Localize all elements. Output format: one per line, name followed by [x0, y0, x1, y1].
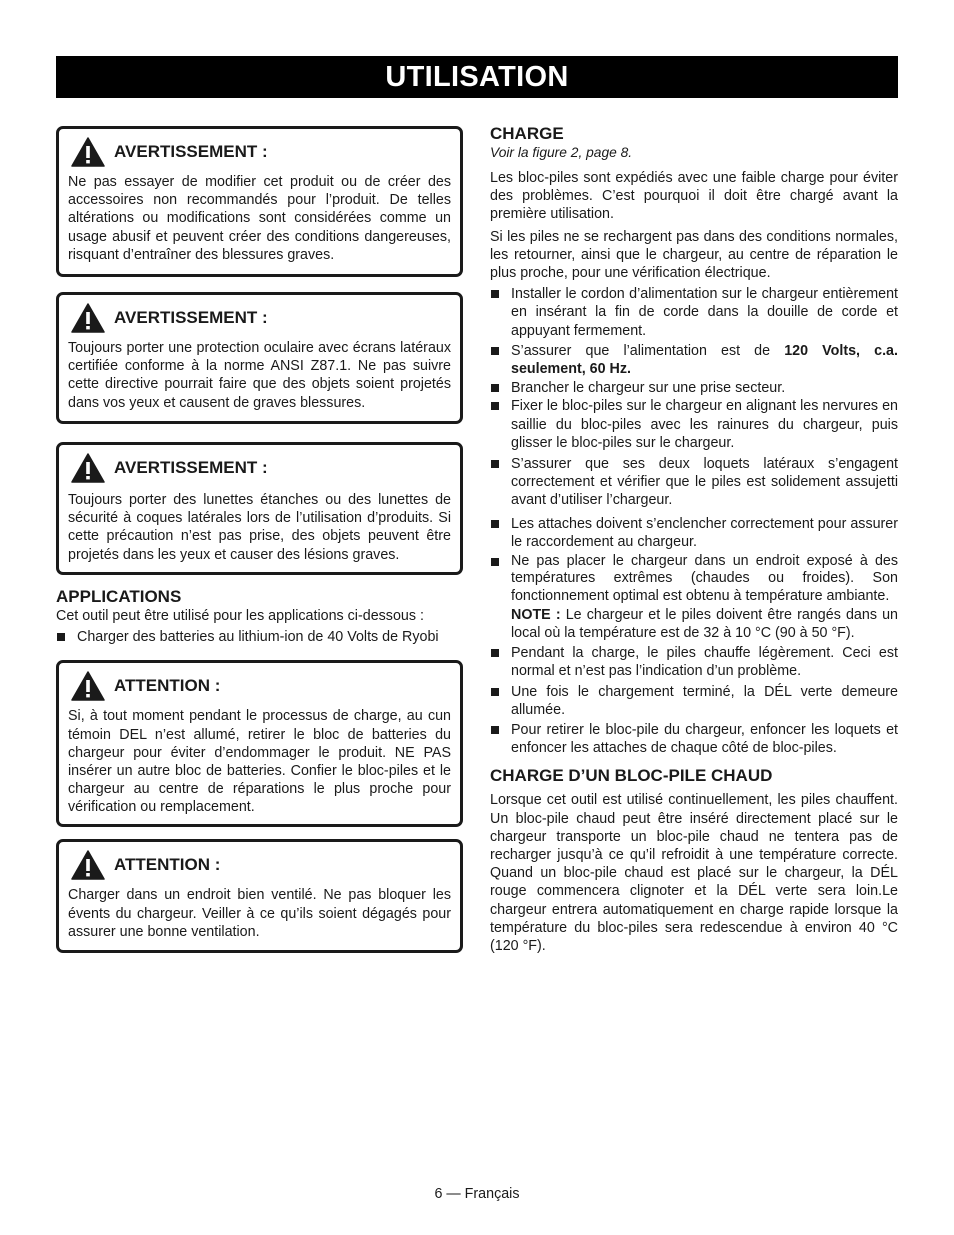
list-item-text: S’assurer que l’alimentation est de	[511, 342, 785, 359]
warning-title: AVERTISSEMENT :	[114, 458, 268, 477]
list-item: Installer le cordon d’alimentation sur le chargeur entièrement en insérant la fin de corde dans la douille de corde et appuyant fermement.	[490, 285, 898, 340]
list-item: Pendant la charge, le piles chauffe légèrement. Ceci est normal et n’est pas l’indication d’un problème.	[490, 644, 898, 680]
note-paragraph	[490, 607, 898, 642]
charge-steps-list	[490, 285, 898, 605]
warning-triangle-icon	[71, 671, 105, 701]
figure-reference: Voir la figure 2, page 8.	[490, 145, 633, 160]
list-item: S’assurer que ses deux loquets latéraux s’engagent correctement et vérifier que le piles est solidement assujetti avant d’utiliser l’chargeur.	[490, 455, 898, 510]
warning-header	[68, 301, 451, 335]
warning-triangle-icon	[71, 850, 105, 880]
list-item: Une fois le chargement terminé, la DÉL verte demeure allumée.	[490, 683, 898, 719]
warning-box-eye-protection	[56, 292, 463, 424]
left-column	[56, 126, 463, 953]
note-text: Le chargeur et le piles doivent être rangés dans un local où la température est de 32 à 10 °C (90 à 50 °F).	[511, 606, 898, 641]
page-footer: 6 — Français	[434, 1186, 520, 1202]
charge-heading: CHARGE	[490, 124, 564, 143]
warning-triangle-icon	[71, 137, 105, 167]
voltage-spec: 120 Volts, c.a. seulement, 60 Hz.	[511, 342, 898, 378]
applications-section	[56, 587, 463, 646]
warning-triangle-icon	[71, 453, 105, 483]
warning-header	[68, 848, 451, 882]
list-item: Ne pas placer le chargeur dans un endroit exposé à des températures extrêmes (chaudes ou froides). Son fonctionnement optimal est obtenu à température ambiante.	[490, 553, 898, 605]
note-label: NOTE :	[511, 606, 561, 623]
warning-box-modification	[56, 126, 463, 277]
list-item: Brancher le chargeur sur une prise secteur.	[490, 379, 898, 397]
warning-title: ATTENTION :	[114, 855, 221, 875]
warning-header	[68, 451, 451, 485]
list-item	[490, 342, 898, 378]
warning-triangle-icon	[71, 303, 105, 333]
attention-box-ventilation	[56, 839, 463, 953]
warning-title: AVERTISSEMENT :	[114, 308, 268, 327]
warning-text: Toujours porter une protection oculaire avec écrans latéraux certifiée conforme à la norme ANSI Z87.1. Ne pas suivre cette directive pourrait faire que des objets soient projetés dans vos yeux et causent de graves blessures.	[68, 340, 451, 411]
warning-text: Charger dans un endroit bien ventilé. Ne pas bloquer les évents du chargeur. Veiller à ce qu’ils soient dégagés pour assurer une bonne ventilation.	[68, 887, 451, 940]
hot-pack-paragraph: Lorsque cet outil est utilisé continuellement, les piles chauffent. Un bloc-pile chaud peut être inséré directement placé sur le chargeur transporte un bloc-pile chaud ne tentera pas de recharger jusqu’à ce qu’il refroidit à une température correcte. Quand un bloc-pile chaud est placé sur le chargeur, la DÉL rouge commencera clignoter et la DÉL verte sera loin.Le chargeur entrera automatiquement en charge rapide lorsque la température du bloc-piles sera redescendue à environ 40 °C (120 °F).	[490, 792, 898, 954]
list-item: Pour retirer le bloc-pile du chargeur, enfoncer les loquets et enfoncer les attaches de chaque côté de bloc-piles.	[490, 721, 898, 757]
page-title: UTILISATION	[56, 56, 898, 98]
warning-text: Toujours porter des lunettes étanches ou des lunettes de sécurité à coques latérales lors de l’utilisation d’produits. Si cette précaution n’est pas prise, des objets peuvent être projetés dans les yeux et causer des lésions graves.	[68, 492, 451, 563]
warning-title: ATTENTION :	[114, 676, 221, 696]
applications-heading: APPLICATIONS	[56, 587, 182, 606]
warning-box-goggles	[56, 442, 463, 575]
charge-paragraph: Les bloc-piles sont expédiés avec une faible charge pour éviter des problèmes. C’est pourquoi il doit être chargé avant la première utilisation.	[490, 170, 898, 223]
right-column	[490, 124, 898, 955]
warning-header	[68, 669, 451, 703]
attention-box-led	[56, 660, 463, 827]
warning-text: Ne pas essayer de modifier cet produit ou de créer des accessoires non recommandés pour l’produit. De telles altérations ou modifications sont considérées comme un usage abusif et peuvent créer des conditions dangereuses, risquant d’entraîner des blessures graves.	[68, 174, 451, 263]
list-item: Les attaches doivent s’enclencher correctement pour assurer le raccordement au chargeur.	[490, 515, 898, 551]
list-item: Charger des batteries au lithium-ion de 40 Volts de Ryobi	[56, 628, 463, 646]
charge-steps-list-continued	[490, 644, 898, 757]
warning-title: AVERTISSEMENT :	[114, 142, 268, 161]
charge-paragraph: Si les piles ne se rechargent pas dans des conditions normales, les retourner, ainsi que le chargeur, au centre de réparation le plus proche, pour une vérification électrique.	[490, 228, 898, 282]
applications-intro: Cet outil peut être utilisé pour les applications ci-dessous :	[56, 608, 424, 624]
list-item: Fixer le bloc-piles sur le chargeur en alignant les nervures en saillie du bloc-piles avec les rainures du chargeur, puis glisser le bloc-piles sur le chargeur.	[490, 397, 898, 452]
applications-list	[56, 628, 463, 646]
warning-text: Si, à tout moment pendant le processus de charge, au cun témoin DEL n’est allumé, retirer le bloc de batteries du chargeur pour éviter d’endommager le produit. NE PAS insérer un autre bloc de batteries. Confier le bloc-piles et le chargeur au centre de réparations le plus proche pour vérification ou remplacement.	[68, 708, 451, 816]
warning-header	[68, 135, 451, 169]
hot-pack-heading: CHARGE D’UN BLOC-PILE CHAUD	[490, 766, 773, 786]
